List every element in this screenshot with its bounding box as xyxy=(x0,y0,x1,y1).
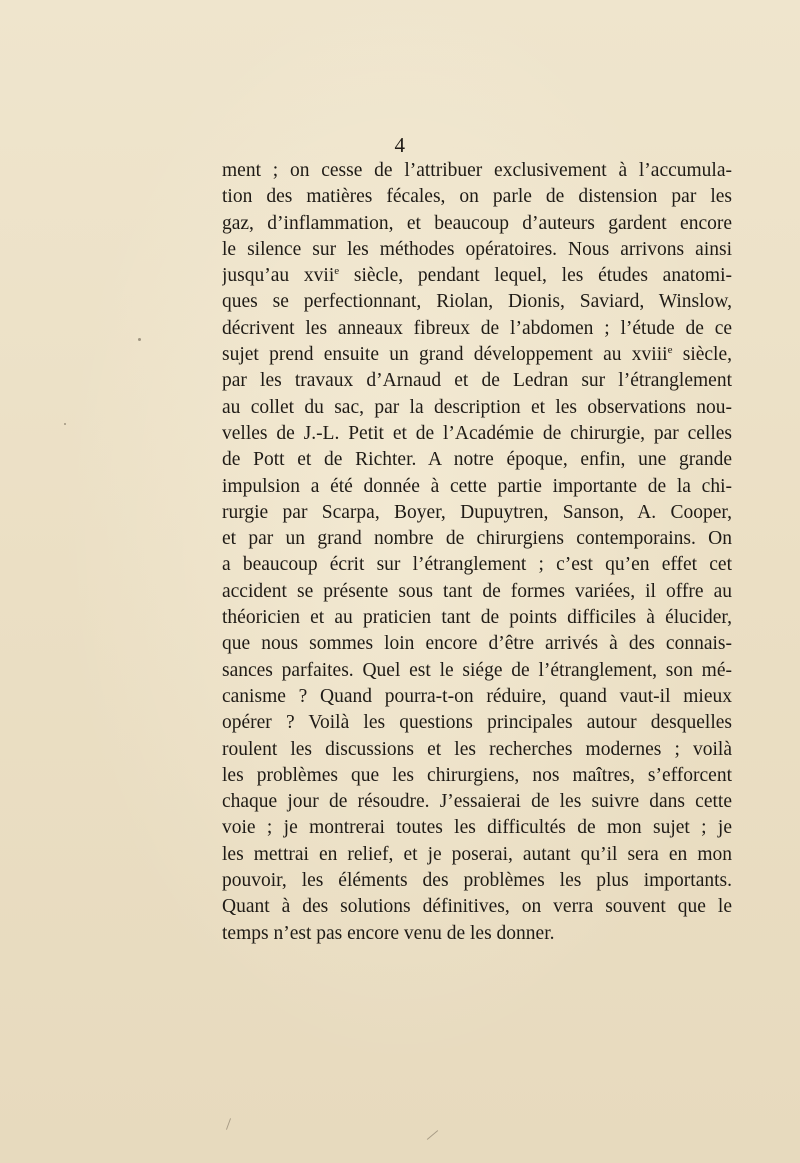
text-line: les problèmes que les chirurgiens, nos maîtres, s’efforcent xyxy=(222,764,732,786)
text-line: Quant à des solutions définitives, on verra souvent que le xyxy=(222,896,732,918)
text-run: jusqu’au xvii xyxy=(222,265,335,287)
paper-speck xyxy=(64,423,66,425)
text-line: et par un grand nombre de chirurgiens contemporains. On xyxy=(222,528,732,550)
text-line: de Pott et de Richter. A notre époque, enfin, une grande xyxy=(222,449,732,471)
text-line: le silence sur les méthodes opératoires. Nous arrivons ainsi xyxy=(222,238,732,260)
text-line: velles de J.-L. Petit et de l’Académie de chirurgie, par celles xyxy=(222,422,732,444)
century-superscript: e xyxy=(667,344,673,357)
text-run: siècle, xyxy=(672,344,732,366)
text-line xyxy=(222,263,732,289)
text-line: rurgie par Scarpa, Boyer, Dupuytren, Sanson, A. Cooper, xyxy=(222,501,732,523)
text-run: sujet prend ensuite un grand développement au xviii xyxy=(222,344,668,366)
paper-mark xyxy=(226,1118,231,1130)
century-superscript: e xyxy=(334,265,340,278)
body-text xyxy=(222,158,732,947)
text-line: pouvoir, les éléments des problèmes les plus importants. xyxy=(222,870,732,892)
text-line: voie ; je montrerai toutes les difficultés de mon sujet ; je xyxy=(222,817,732,839)
text-line: chaque jour de résoudre. J’essaierai de les suivre dans cette xyxy=(222,791,732,813)
text-line: canisme ? Quand pourra-t-on réduire, quand vaut-il mieux xyxy=(222,685,732,707)
text-line: les mettrai en relief, et je poserai, autant qu’il sera en mon xyxy=(222,843,732,865)
paper-mark xyxy=(427,1130,438,1140)
text-line: sances parfaites. Quel est le siége de l’étranglement, son mé- xyxy=(222,659,732,681)
text-line: gaz, d’inflammation, et beaucoup d’auteurs gardent encore xyxy=(222,212,732,234)
text-line: que nous sommes loin encore d’être arrivés à des connais- xyxy=(222,633,732,655)
text-line: temps n’est pas encore venu de les donner. xyxy=(222,922,555,944)
text-line xyxy=(222,342,732,368)
text-line: impulsion a été donnée à cette partie importante de la chi- xyxy=(222,475,732,497)
text-line: décrivent les anneaux fibreux de l’abdomen ; l’étude de ce xyxy=(222,317,732,339)
text-line: au collet du sac, par la description et les observations nou- xyxy=(222,396,732,418)
text-line: opérer ? Voilà les questions principales autour desquelles xyxy=(222,712,732,734)
text-line: tion des matières fécales, on parle de distension par les xyxy=(222,186,732,208)
text-line: théoricien et au praticien tant de points difficiles à élucider, xyxy=(222,607,732,629)
text-run: siècle, pendant lequel, les études anatomi- xyxy=(339,265,732,287)
page-number: 4 xyxy=(394,133,406,157)
text-line: ques se perfectionnant, Riolan, Dionis, Saviard, Winslow, xyxy=(222,291,732,313)
text-line: roulent les discussions et les recherches modernes ; voilà xyxy=(222,738,732,760)
text-line: ment ; on cesse de l’attribuer exclusivement à l’accumula- xyxy=(222,160,732,181)
text-line: accident se présente sous tant de formes variées, il offre au xyxy=(222,580,732,602)
text-line: a beaucoup écrit sur l’étranglement ; c’est qu’en effet cet xyxy=(222,554,732,576)
text-line: par les travaux d’Arnaud et de Ledran sur l’étranglement xyxy=(222,370,732,392)
paper-speck xyxy=(138,338,141,341)
